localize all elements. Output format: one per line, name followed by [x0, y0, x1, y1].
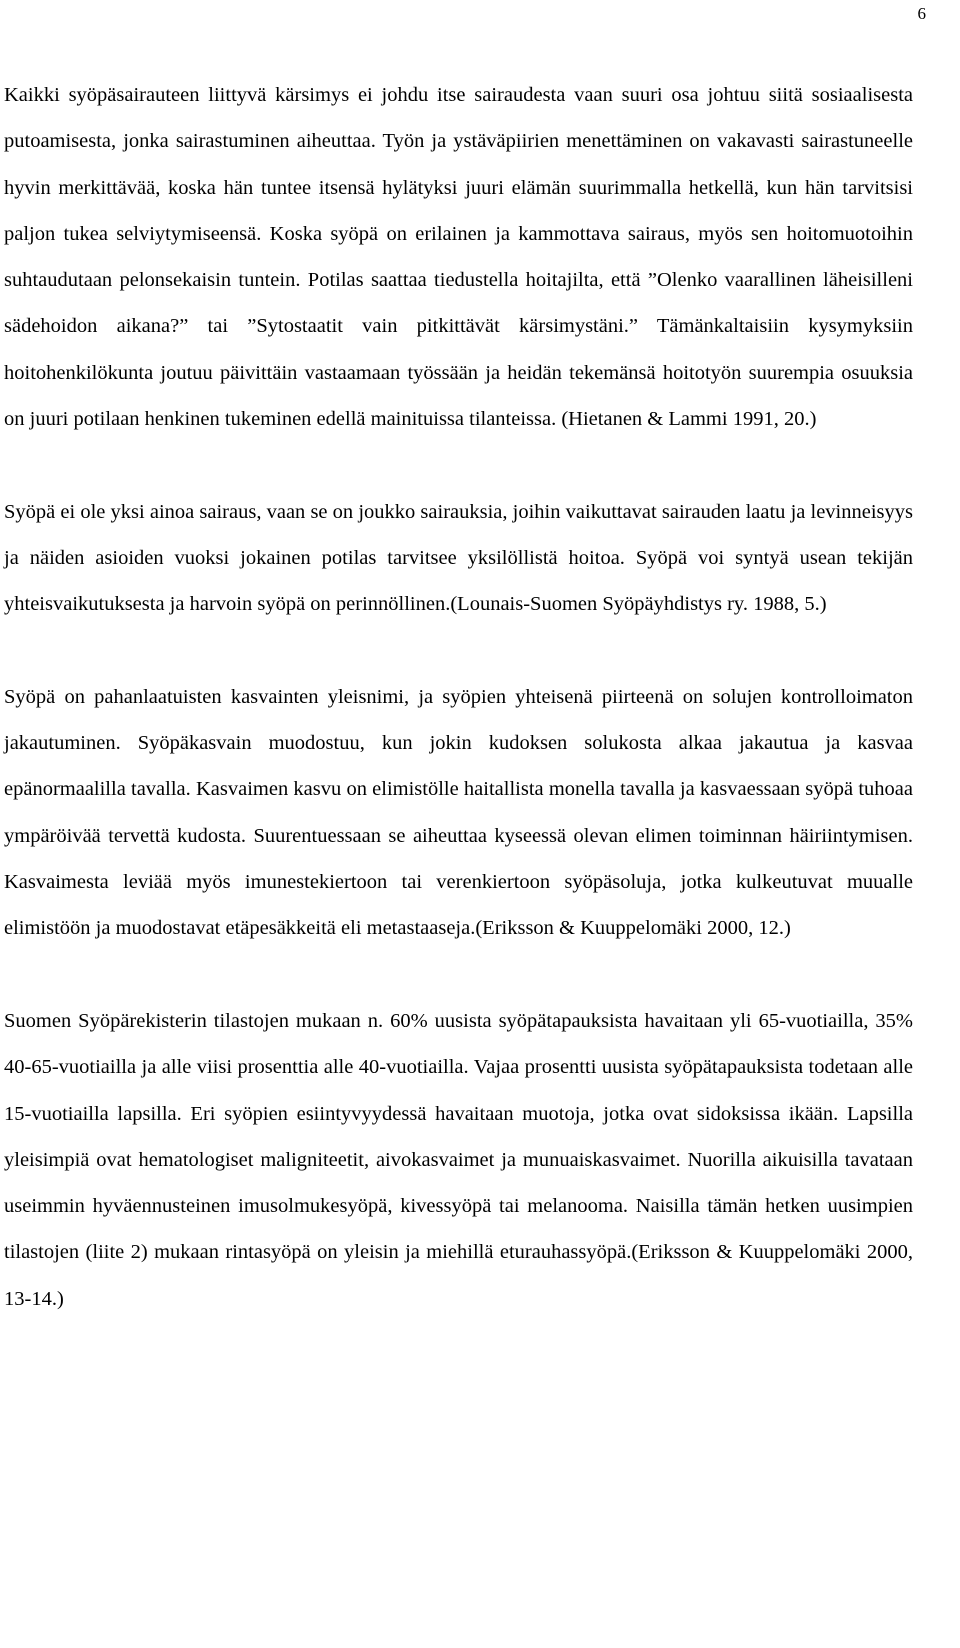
document-body	[4, 72, 913, 1322]
page-number: 6	[917, 4, 926, 23]
paragraph-statistics: Suomen Syöpärekisterin tilastojen mukaan n. 60% uusista syöpätapauksista havaitaan yli 65-vuotiailla, 35% 40-65-vuotiailla ja alle viisi prosenttia alle 40-vuotiailla. Vajaa prosentti uusista syöpätapauksista todetaan alle 15-vuotiailla lapsilla. Eri syöpien esiintyvyydessä havaitaan muotoja, jotka ovat sidoksissa ikään. Lapsilla yleisimpiä ovat hematologiset maligniteetit, aivokasvaimet ja munuaiskasvaimet. Nuorilla aikuisilla tavataan useimmin hyväennusteinen imusolmukesyöpä, kivessyöpä tai melanooma. Naisilla tämän hetken uusimpien tilastojen (liite 2) mukaan rintasyöpä on yleisin ja miehillä eturauhassyöpä.(Eriksson & Kuuppelomäki 2000, 13-14.)	[4, 1009, 913, 1310]
paragraph-cancer-definition: Syöpä on pahanlaatuisten kasvainten yleisnimi, ja syöpien yhteisenä piirteenä on solujen kontrolloimaton jakautuminen. Syöpäkasvain muodostuu, kun jokin kudoksen solukosta alkaa jakautua ja kasvaa epänormaalilla tavalla. Kasvaimen kasvu on elimistölle haitallista monella tavalla ja kasvaessaan syöpä tuhoaa ympäröivää tervettä kudosta. Suurentuessaan se aiheuttaa kyseessä olevan elimen toiminnan häiriintymisen. Kasvaimesta leviää myös imunestekiertoon tai verenkiertoon syöpäsoluja, jotka kulkeutuvat muualle elimistöön ja muodostavat etäpesäkkeitä eli metastaaseja.(Eriksson & Kuuppelomäki 2000, 12.)	[4, 685, 913, 940]
paragraph-cancer-types: Syöpä ei ole yksi ainoa sairaus, vaan se on joukko sairauksia, joihin vaikuttavat sairauden laatu ja levinneisyys ja näiden asioiden vuoksi jokainen potilas tarvitsee yksilöllistä hoitoa. Syöpä voi syntyä usean tekijän yhteisvaikutuksesta ja harvoin syöpä on perinnöllinen.(Lounais-Suomen Syöpäyhdistys ry. 1988, 5.)	[4, 500, 913, 616]
paragraph-suffering: Kaikki syöpäsairauteen liittyvä kärsimys ei johdu itse sairaudesta vaan suuri osa johtuu siitä sosiaalisesta putoamisesta, jonka sairastuminen aiheuttaa. Työn ja ystäväpiirien menettäminen on vakavasti sairastuneelle hyvin merkittävää, koska hän tuntee itsensä hylätyksi juuri elämän suurimmalla hetkellä, kun hän tarvitsisi paljon tukea selviytymiseensä. Koska syöpä on erilainen ja kammottava sairaus, myös sen hoitomuotoihin suhtaudutaan pelonsekaisin tuntein. Potilas saattaa tiedustella hoitajilta, että ”Olenko vaarallinen läheisilleni sädehoidon aikana?” tai ”Sytostaatit vain pitkittävät kärsimystäni.” Tämänkaltaisiin kysymyksiin hoitohenkilökunta joutuu päivittäin vastaamaan työssään ja heidän tekemänsä hoitotyön suurempia osuuksia on juuri potilaan henkinen tukeminen edellä mainituissa tilanteissa. (Hietanen & Lammi 1991, 20.)	[4, 84, 913, 431]
